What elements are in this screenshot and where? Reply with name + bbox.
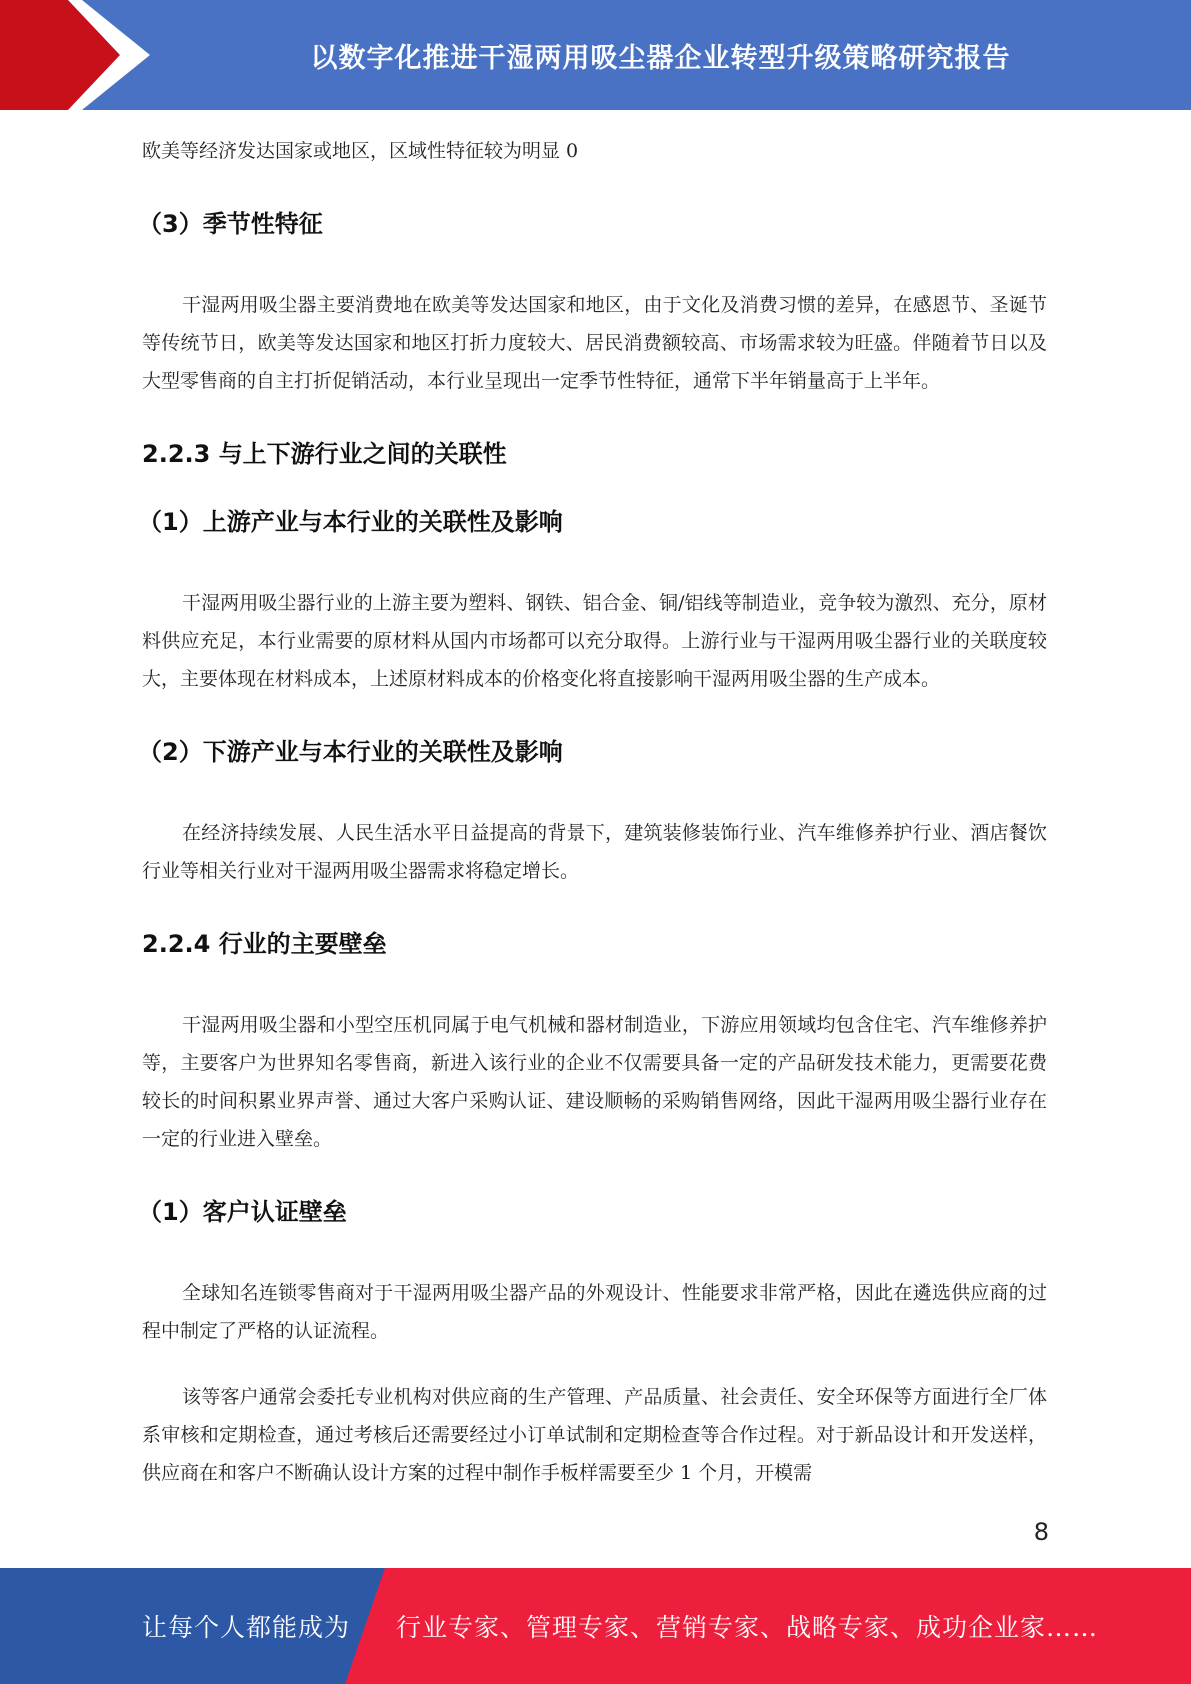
section-heading-2-2-3: 2.2.3 与上下游行业之间的关联性 [142,440,507,468]
footer-slogan-right: 行业专家、管理专家、营销专家、战略专家、成功企业家…… [396,1613,1099,1642]
paragraph: 在经济持续发展、人民生活水平日益提高的背景下，建筑装修装饰行业、汽车维修养护行业、酒店餐饮行业等相关行业对干湿两用吸尘器需求将稳定增长。 [142,822,1047,882]
report-title: 以数字化推进干湿两用吸尘器企业转型升级策略研究报告 [310,42,1011,74]
page-content [138,132,1047,1492]
section-heading-2-2-4: 2.2.4 行业的主要壁垒 [142,930,387,958]
paragraph: 干湿两用吸尘器和小型空压机同属于电气机械和器材制造业，下游应用领域均包含住宅、汽车维修养护等，主要客户为世界知名零售商，新进入该行业的企业不仅需要具备一定的产品研发技术能力，更需要花费较长的时间积累业界声誉、通过大客户采购认证、建设顺畅的采购销售网络，因此干湿两用吸尘器行业存在一定的行业进入壁垒。 [142,1014,1047,1150]
footer-slogan-left: 让每个人都能成为 [142,1613,351,1642]
page-number: 8 [1033,1518,1049,1546]
page-header [0,0,1191,110]
paragraph: 该等客户通常会委托专业机构对供应商的生产管理、产品质量、社会责任、安全环保等方面进行全厂体系审核和定期检查，通过考核后还需要经过小订单试制和定期检查等合作过程。对于新品设计和开发送样，供应商在和客户不断确认设计方案的过程中制作手板样需要至少 1 个月，开模需 [142,1386,1047,1484]
subheading-downstream: （2）下游产业与本行业的关联性及影响 [138,738,563,766]
header-chevron-decoration [0,0,160,110]
subheading-customer-certification: （1）客户认证壁垒 [138,1198,347,1226]
page-footer [0,1568,1191,1684]
subheading-upstream: （1）上游产业与本行业的关联性及影响 [138,508,563,536]
paragraph: 干湿两用吸尘器主要消费地在欧美等发达国家和地区，由于文化及消费习惯的差异，在感恩节、圣诞节等传统节日，欧美等发达国家和地区打折力度较大、居民消费额较高、市场需求较为旺盛。伴随着节日以及大型零售商的自主打折促销活动，本行业呈现出一定季节性特征，通常下半年销量高于上半年。 [142,294,1047,392]
paragraph: 干湿两用吸尘器行业的上游主要为塑料、钢铁、铝合金、铜/铝线等制造业，竞争较为激烈、充分，原材料供应充足，本行业需要的原材料从国内市场都可以充分取得。上游行业与干湿两用吸尘器行业的关联度较大，主要体现在材料成本，上述原材料成本的价格变化将直接影响干湿两用吸尘器的生产成本。 [142,592,1047,690]
paragraph: 全球知名连锁零售商对于干湿两用吸尘器产品的外观设计、性能要求非常严格，因此在遴选供应商的过程中制定了严格的认证流程。 [142,1282,1047,1342]
paragraph: 欧美等经济发达国家或地区，区域性特征较为明显 0 [142,140,579,162]
subheading-seasonal: （3）季节性特征 [138,210,323,238]
